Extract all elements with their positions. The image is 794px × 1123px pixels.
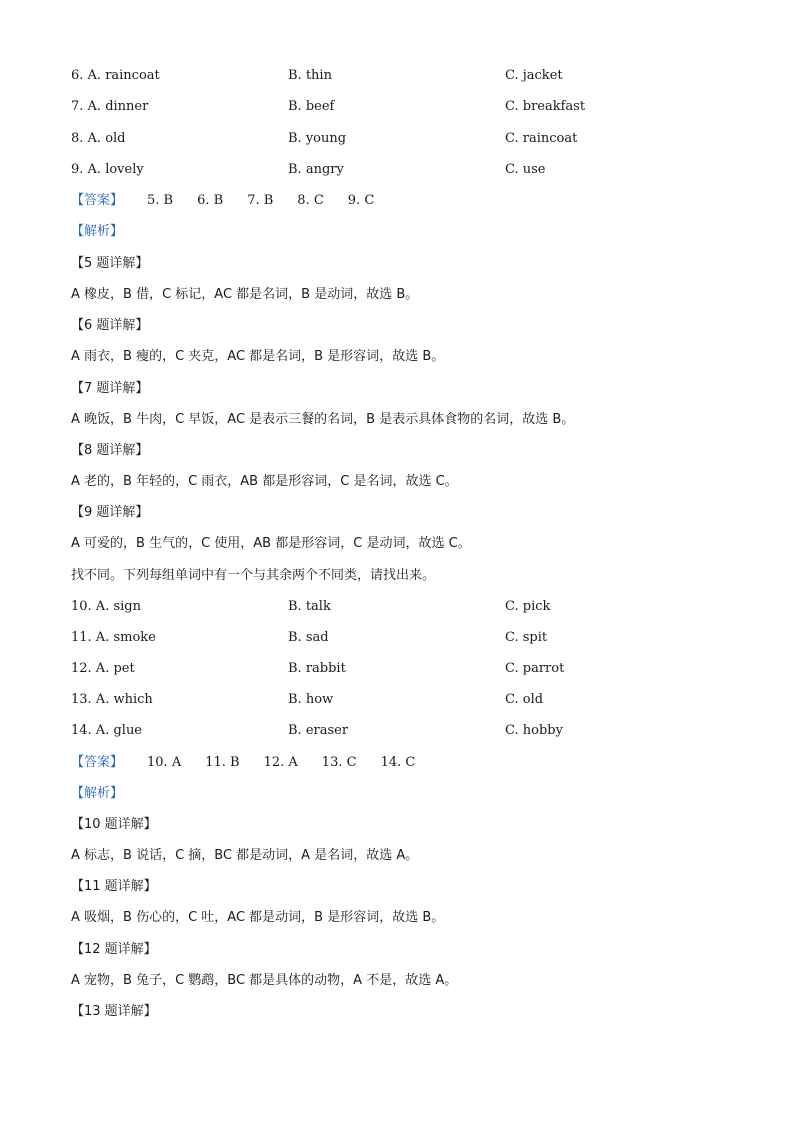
option-a: 14. A. glue (71, 723, 143, 738)
section-instruction: 找不同。下列每组单词中有一个与其余两个不同类，请找出来。 (71, 568, 436, 583)
option-c: C. hobby (505, 723, 563, 738)
answer-label: 【答案】 (71, 193, 124, 208)
option-c: C. parrot (505, 661, 565, 676)
detail-text-12: A 宠物，B 兔子，C 鹦鹉，BC 都是具体的动物，A 不是，故选 A。 (71, 973, 458, 988)
option-b: B. how (288, 692, 334, 707)
answer-item: 13. C (321, 755, 357, 770)
question-7-options (71, 97, 751, 117)
detail-heading-5: 【5 题详解】 (71, 256, 149, 271)
analysis-label-2: 【解析】 (71, 786, 124, 801)
detail-text-7: A 晚饭，B 牛肉，C 早饭，AC 是表示三餐的名词，B 是表示具体食物的名词，故选 B。 (71, 412, 575, 427)
answer-item: 5. B (147, 193, 174, 208)
detail-text-6: A 雨衣，B 瘦的，C 夹克，AC 都是名词，B 是形容词，故选 B。 (71, 349, 445, 364)
answer-item: 6. B (197, 193, 224, 208)
option-c: C. use (505, 162, 546, 177)
question-6-options (71, 66, 751, 86)
question-8-options (71, 129, 751, 149)
question-10-options (71, 597, 751, 617)
question-14-options (71, 721, 751, 741)
detail-text-10: A 标志，B 说话，C 摘，BC 都是动词，A 是名词，故选 A。 (71, 848, 419, 863)
option-a: 6. A. raincoat (71, 68, 160, 83)
detail-heading-9: 【9 题详解】 (71, 505, 149, 520)
option-a: 8. A. old (71, 131, 126, 146)
option-b: B. thin (288, 68, 332, 83)
option-b: B. young (288, 131, 347, 146)
answer-item: 11. B (205, 755, 240, 770)
option-b: B. beef (288, 99, 335, 114)
answer-item: 12. A (263, 755, 298, 770)
question-9-options (71, 160, 751, 180)
option-a: 12. A. pet (71, 661, 135, 676)
detail-text-11: A 吸烟，B 伤心的，C 吐，AC 都是动词，B 是形容词，故选 B。 (71, 910, 445, 925)
question-11-options (71, 628, 751, 648)
detail-text-5: A 橡皮，B 借，C 标记，AC 都是名词，B 是动词，故选 B。 (71, 287, 419, 302)
detail-heading-8: 【8 题详解】 (71, 443, 149, 458)
answer-item: 14. C (380, 755, 416, 770)
detail-text-9: A 可爱的，B 生气的，C 使用，AB 都是形容词，C 是动词，故选 C。 (71, 536, 471, 551)
option-b: B. angry (288, 162, 344, 177)
answer-item: 10. A (147, 755, 182, 770)
detail-text-8: A 老的，B 年轻的，C 雨衣，AB 都是形容词，C 是名词，故选 C。 (71, 474, 458, 489)
answer-label: 【答案】 (71, 755, 124, 770)
option-b: B. talk (288, 599, 331, 614)
option-a: 7. A. dinner (71, 99, 149, 114)
option-a: 10. A. sign (71, 599, 141, 614)
answer-line-1 (71, 191, 751, 211)
detail-heading-12: 【12 题详解】 (71, 942, 157, 957)
option-c: C. pick (505, 599, 551, 614)
option-a: 9. A. lovely (71, 162, 144, 177)
option-a: 13. A. which (71, 692, 153, 707)
detail-heading-13: 【13 题详解】 (71, 1004, 157, 1019)
option-b: B. eraser (288, 723, 349, 738)
detail-heading-10: 【10 题详解】 (71, 817, 157, 832)
option-a: 11. A. smoke (71, 630, 156, 645)
option-b: B. rabbit (288, 661, 346, 676)
answer-item: 7. B (247, 193, 274, 208)
option-c: C. raincoat (505, 131, 578, 146)
option-c: C. old (505, 692, 544, 707)
option-c: C. jacket (505, 68, 563, 83)
answer-line-2 (71, 753, 751, 773)
detail-heading-7: 【7 题详解】 (71, 381, 149, 396)
detail-heading-6: 【6 题详解】 (71, 318, 149, 333)
detail-heading-11: 【11 题详解】 (71, 879, 157, 894)
question-12-options (71, 659, 751, 679)
answer-item: 8. C (297, 193, 324, 208)
option-c: C. breakfast (505, 99, 586, 114)
answer-item: 9. C (347, 193, 375, 208)
analysis-label-1: 【解析】 (71, 224, 124, 239)
option-b: B. sad (288, 630, 329, 645)
question-13-options (71, 690, 751, 710)
option-c: C. spit (505, 630, 548, 645)
